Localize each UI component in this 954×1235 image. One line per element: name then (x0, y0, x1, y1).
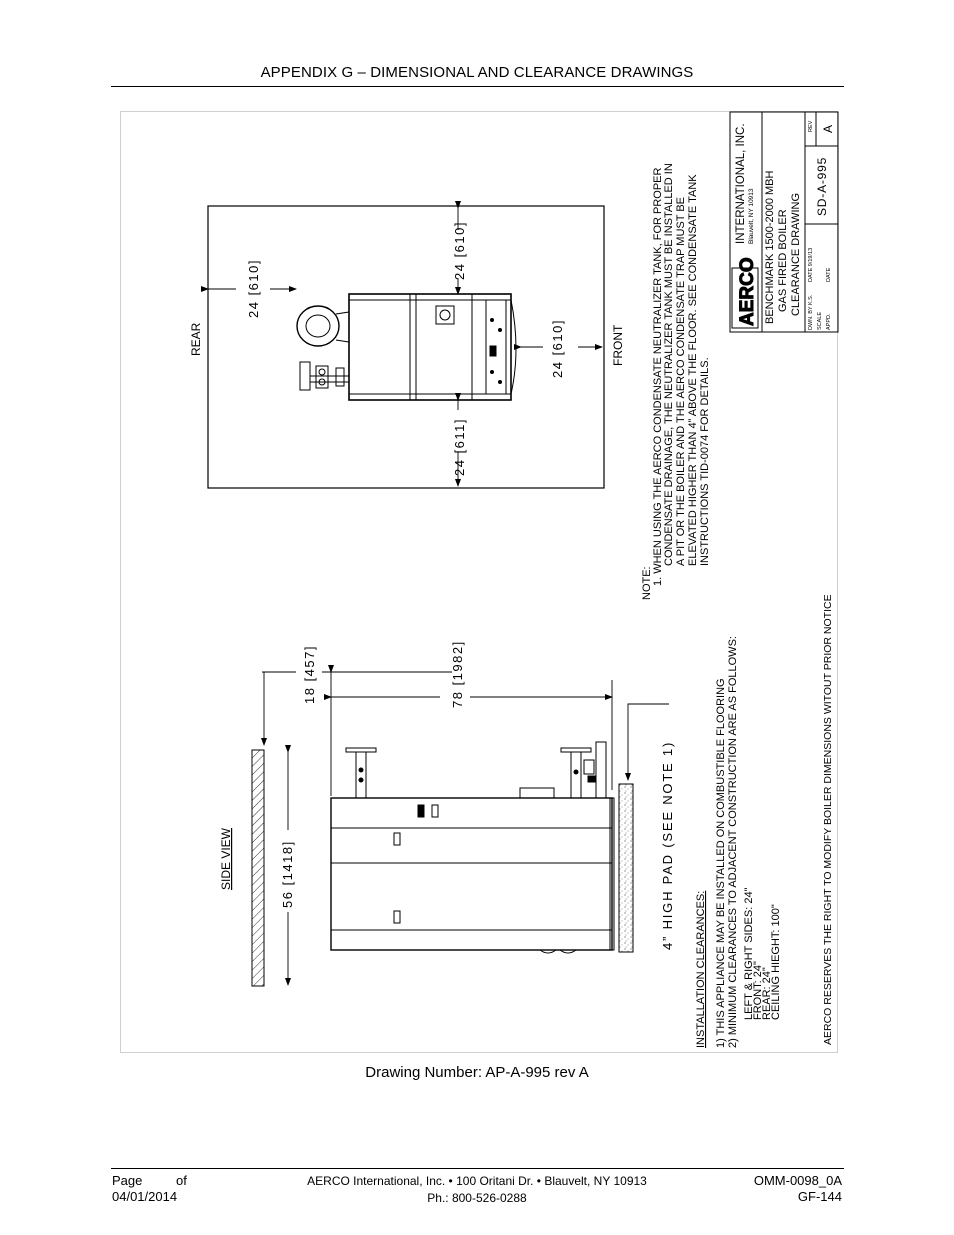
note-line-2: CONDENSATE DRAINAGE, THE NEUTRALIZER TANK MUST BE INSTALLED IN (663, 163, 675, 566)
footer-doc-number: OMM-0098_0A (753, 1173, 842, 1188)
drawing-number: SD-A-995 (815, 156, 829, 216)
note-title: NOTE: (641, 566, 653, 600)
drawing-caption: Drawing Number: AP-A-995 rev A (365, 1064, 589, 1081)
rear-label: REAR (189, 322, 203, 356)
drawing-title-1: BENCHMARK 1500-2000 MBH (764, 170, 776, 324)
footer-company: AERCO International, Inc. • 100 Oritani Dr. • Blauvelt, NY 10913 (307, 1174, 647, 1188)
company-name: INTERNATIONAL, INC. (735, 123, 747, 244)
side-view (219, 640, 675, 986)
aerco-logo-text: AERCO (737, 257, 758, 326)
clearances-item-1: LEFT & RIGHT SIDES: 24" (743, 887, 755, 1020)
dwn-by: DWN. BY K.S. (808, 294, 814, 330)
page-title: APPENDIX G – DIMENSIONAL AND CLEARANCE DRAWINGS (260, 64, 694, 81)
pad-label: 4” HIGH PAD (SEE NOTE 1) (660, 740, 675, 950)
footer-page-code: GF-144 (797, 1189, 842, 1204)
top-view (189, 206, 625, 488)
clearances-title: INSTALLATION CLEARANCES: (695, 890, 707, 1048)
clearances-line-2: 2) MINIMUM CLEARANCES TO ADJACENT CONSTRUCTION ARE AS FOLLOWS: (727, 636, 739, 1048)
reserve-notice: AERCO RESERVES THE RIGHT TO MODIFY BOILER DIMENSIONS WITOUT PRIOR NOTICE (822, 594, 834, 1045)
top-view-dimensions (208, 208, 602, 486)
rev-value: A (821, 124, 835, 133)
footer-date: 04/01/2014 (112, 1189, 178, 1204)
note-line-4: ELEVATED HIGHER THAN 4” ABOVE THE FLOOR. SEE CONDENSATE TANK (687, 174, 699, 566)
clearances-item-3: REAR: 24" (761, 967, 773, 1020)
footer-page-label: Page (112, 1173, 143, 1188)
drawing-title-2: GAS FIRED BOILER (777, 209, 789, 312)
top-view-clearance-box (208, 206, 604, 488)
dwn-date: DATE 9/19/13 (808, 247, 814, 282)
clearances-item-2: FRONT: 24" (752, 961, 764, 1020)
note-line-1: 1. WHEN USING THE AERCO CONDENSATE NEUTRALIZER TANK, FOR PROPER (652, 167, 664, 586)
footer-phone: Ph.: 800-526-0288 (427, 1191, 527, 1205)
side-view-label: SIDE VIEW (219, 827, 233, 890)
dim-top-front: 24 [610] (550, 319, 565, 378)
clearances-block (695, 636, 782, 1048)
appd-label: APPD. (826, 313, 832, 330)
dim-side-rear: 18 [457] (302, 645, 317, 704)
concrete-pad (619, 784, 633, 952)
aerco-logo (732, 257, 758, 328)
scale-label: SCALE (817, 311, 823, 330)
note-line-3: A PIT OR THE BOILER AND THE AERCO CONDENSATE TRAP MUST BE (675, 197, 687, 566)
rev-label: REV (808, 120, 814, 132)
dim-top-left: 24 [611] (452, 417, 467, 476)
dim-top-right: 24 [610] (452, 221, 467, 280)
clearances-item-4: CEILING HIEGHT: 100" (770, 904, 782, 1020)
footer-divider (111, 1168, 844, 1169)
top-view-boiler (297, 294, 516, 400)
rear-wall-hatch (252, 750, 264, 986)
title-block (730, 112, 838, 332)
clearances-line-1: 1) THIS APPLIANCE MAY BE INSTALLED ON COMBUSTIBLE FLOORING (715, 678, 727, 1048)
footer-of-label: of (176, 1173, 187, 1188)
company-address: Blauvelt, NY 10913 (748, 188, 755, 244)
dim-top-rear: 24 [610] (246, 259, 261, 318)
front-label: FRONT (611, 324, 625, 366)
note-block (641, 163, 711, 600)
note-line-5: INSTRUCTIONS TID-0074 FOR DETAILS. (699, 357, 711, 566)
side-view-boiler (331, 742, 614, 953)
dim-side-length: 78 [1982] (450, 640, 465, 708)
drawing-title-3: CLEARANCE DRAWING (790, 192, 802, 316)
dim-side-height: 56 [1418] (280, 840, 295, 908)
appd-date: DATE (826, 267, 832, 282)
